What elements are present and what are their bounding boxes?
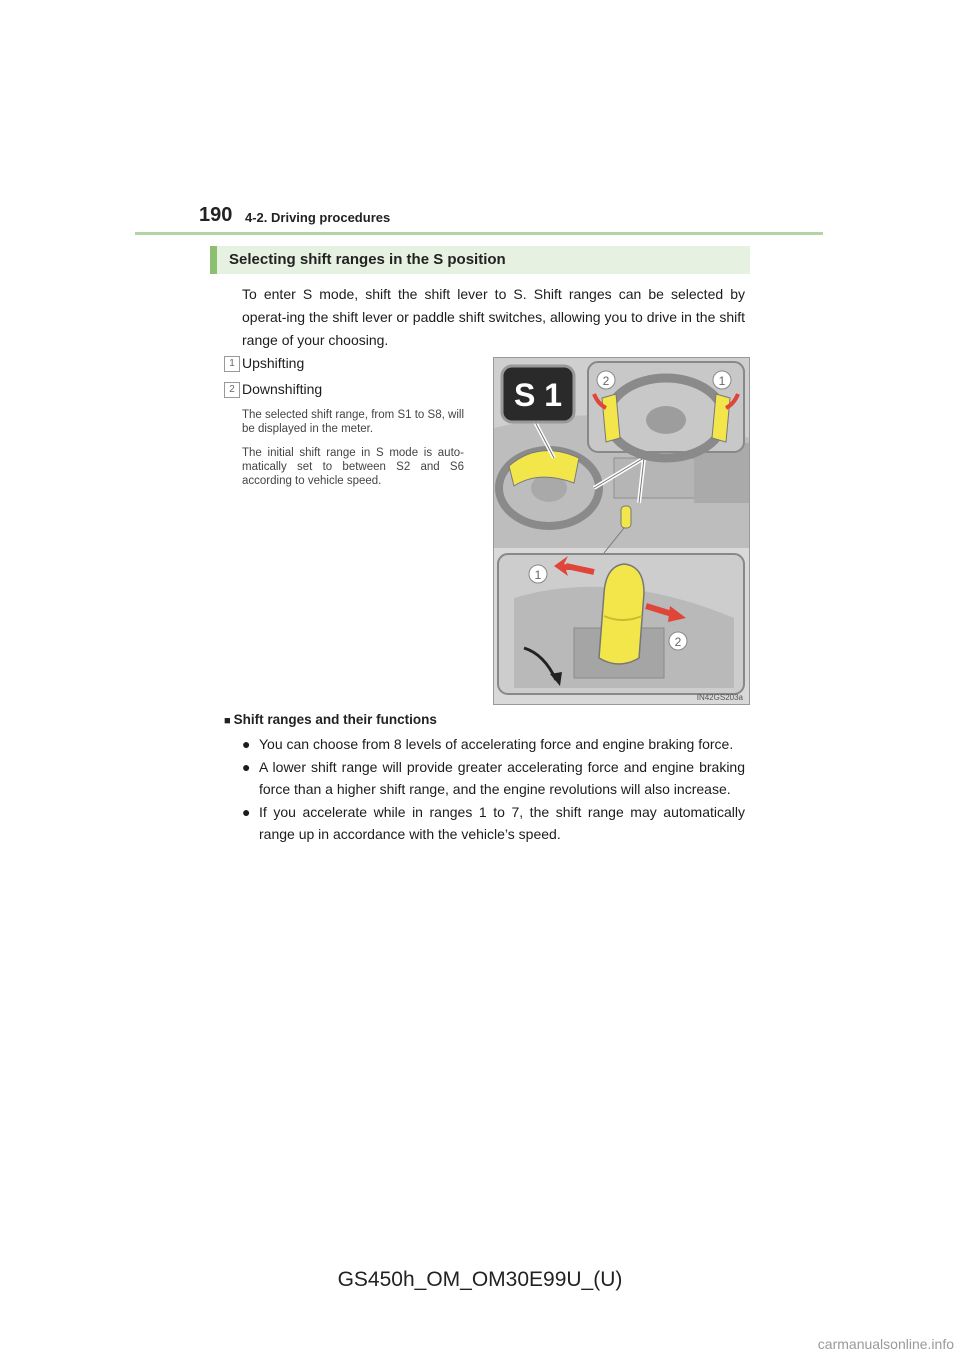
display-text: S 1 — [513, 377, 563, 413]
bullet-list — [242, 733, 745, 846]
bullet-dot-icon: ● — [242, 804, 251, 820]
intro-paragraph: To enter S mode, shift the shift lever to S. Shift ranges can be selected by operat-ing the shift lever or paddle shift switches, allowing you to drive in the shift range of your choosing. — [242, 286, 745, 348]
list-item-text: If you accelerate while in ranges 1 to 7, the shift range may automatically range up in accordance with the vehicle’s speed. — [259, 804, 745, 842]
callout-number: 2 — [674, 635, 682, 649]
watermark: carmanualsonline.info — [817, 1336, 954, 1352]
list-item-text: A lower shift range will provide greater accelerating force and engine braking force than a higher shift range, and the engine revolutions will also increase. — [259, 759, 745, 797]
list-item — [242, 733, 745, 755]
chapter-title: 4-2. Driving procedures — [245, 210, 391, 225]
section-heading-bar — [210, 246, 750, 274]
item-label-downshifting: Downshifting — [242, 381, 323, 397]
list-item — [242, 756, 745, 800]
section-title: Selecting shift ranges in the S position — [229, 251, 506, 268]
illustration-svg — [494, 358, 749, 704]
subsection-heading-text: Shift ranges and their functions — [233, 712, 437, 727]
item-number-badge: 2 — [224, 382, 240, 398]
callout-number: 2 — [602, 374, 610, 388]
callout-number: 1 — [718, 374, 726, 388]
bullet-dot-icon: ● — [242, 736, 251, 752]
header-divider — [135, 232, 823, 235]
list-item — [242, 801, 745, 845]
page-number: 190 — [199, 204, 233, 226]
callout-number: 1 — [534, 568, 542, 582]
shift-illustration — [493, 357, 750, 705]
item-label-upshifting: Upshifting — [242, 355, 305, 371]
figure-code: IN42GS203a — [696, 693, 743, 702]
bullet-dot-icon: ● — [242, 759, 251, 775]
subsection-heading — [224, 712, 437, 727]
note-text: The initial shift range in S mode is auto-matically set to between S2 and S6 according to vehicle speed. — [242, 447, 464, 487]
item-number-badge: 1 — [224, 356, 240, 372]
note-text: The selected shift range, from S1 to S8, will be displayed in the meter. — [242, 409, 464, 435]
square-bullet-icon: ■ — [224, 715, 231, 727]
list-item-text: You can choose from 8 levels of accelerating force and engine braking force. — [259, 736, 734, 752]
document-code: GS450h_OM_OM30E99U_(U) — [337, 1268, 623, 1291]
